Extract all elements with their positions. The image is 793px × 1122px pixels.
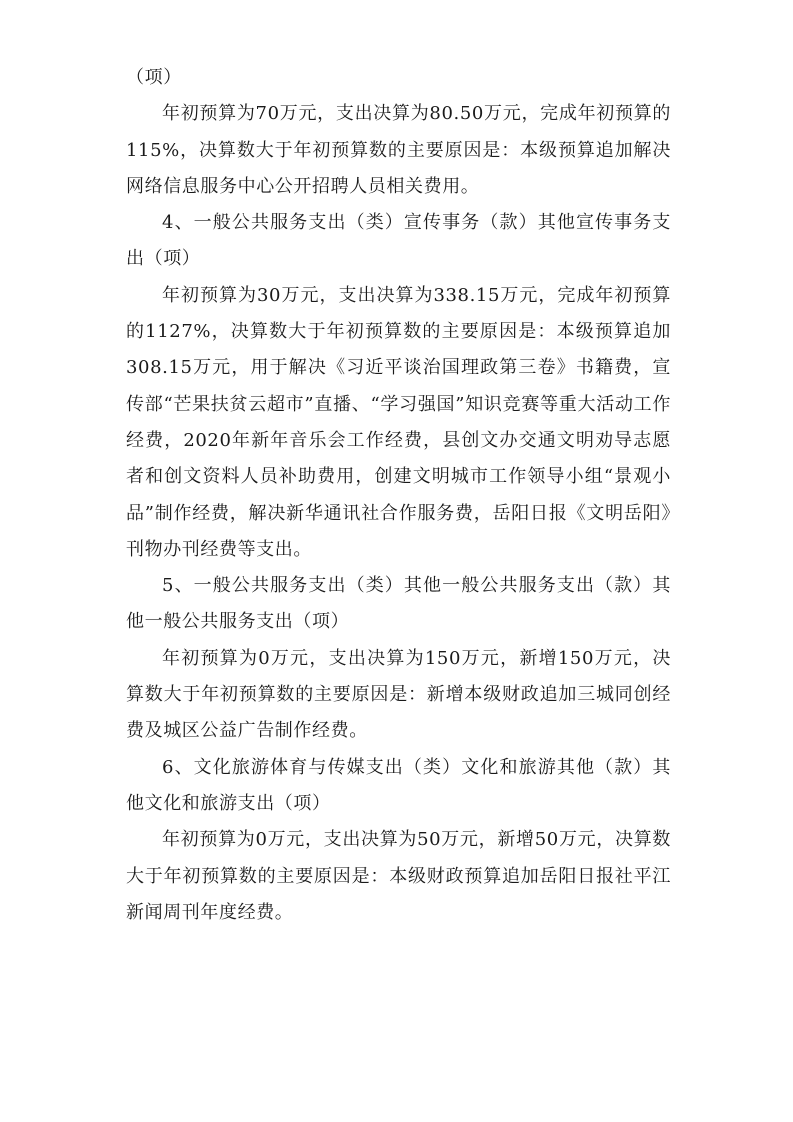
paragraph-budget-item-6-heading: 6、文化旅游体育与传媒支出（类）文化和旅游其他（款）其他文化和旅游支出（项） [126,756,671,814]
paragraph-budget-item-4-detail: 年初预算为30万元，支出决算为338.15万元，完成年初预算的1127%，决算数大于年初预算数的主要原因是：本级预算追加308.15万元，用于解决《习近平谈治国理政第三卷》书籍费，宣传部“芒果扶贫云超市”直播、“学习强国”知识竞赛等重大活动工作经费，2020年新年音乐会工作经费，县创文办交通文明劝导志愿者和创文资料人员补助费用，创建文明城市工作领导小组“景观小品”制作经费，解决新华通讯社合作服务费，岳阳日报《文明岳阳》刊物办刊经费等支出。 [126,284,671,560]
paragraph-budget-item-5-detail: 年初预算为0万元，支出决算为150万元，新增150万元，决算数大于年初预算数的主要原因是：新增本级财政追加三城同创经费及城区公益广告制作经费。 [126,647,671,742]
paragraph-item-continuation: （项） [126,67,182,88]
paragraph-budget-item-4-heading: 4、一般公共服务支出（类）宣传事务（款）其他宣传事务支出（项） [126,212,671,270]
paragraph-budget-item-5-heading: 5、一般公共服务支出（类）其他一般公共服务支出（款）其他一般公共服务支出（项） [126,575,671,633]
document-body [126,60,671,931]
paragraph-budget-item-6-detail: 年初预算为0万元，支出决算为50万元，新增50万元，决算数大于年初预算数的主要原因是：本级财政预算追加岳阳日报社平江新闻周刊年度经费。 [126,829,671,923]
paragraph-budget-item-3-detail: 年初预算为70万元，支出决算为80.50万元，完成年初预算的115%，决算数大于年初预算数的主要原因是：本级预算追加解决网络信息服务中心公开招聘人员相关费用。 [126,103,671,197]
